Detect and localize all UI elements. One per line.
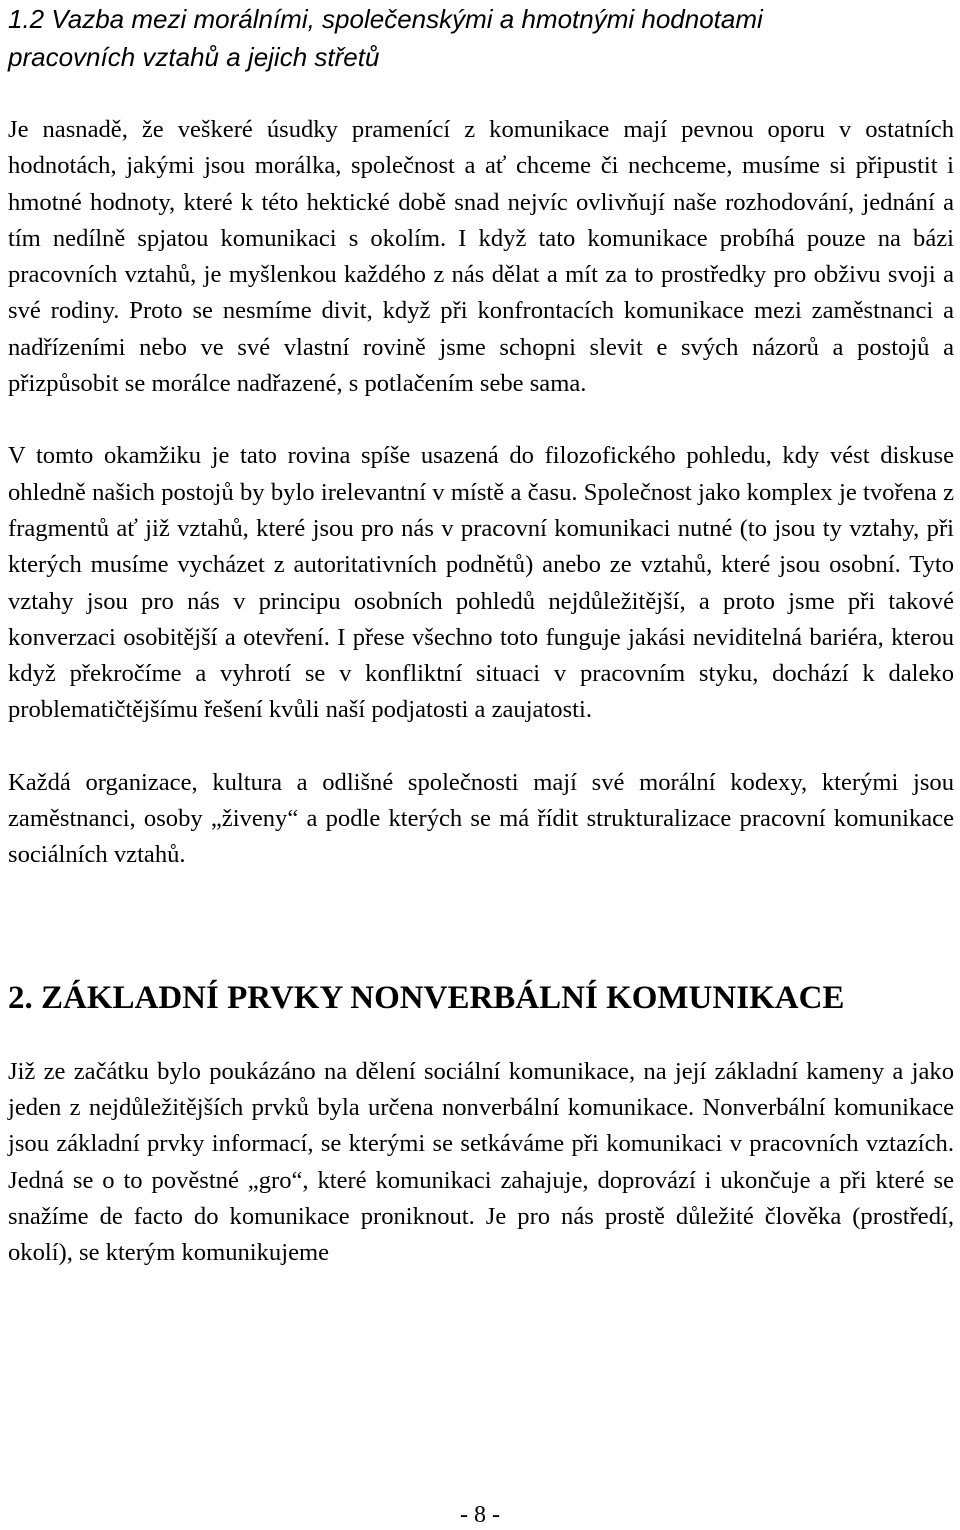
paragraph-moral-codes: Každá organizace, kultura a odlišné společnosti mají své morální kodexy, kterými jsou zaměstnanci, osoby „živeny“ a podle kterých se má řídit strukturalizace pracovní komunikace sociálních vztahů.	[8, 768, 954, 869]
section-title-line-1: 1.2 Vazba mezi morálními, společenskými a hmotnými hodnotami	[8, 4, 763, 34]
section-title-line-2: pracovních vztahů a jejich střetů	[8, 42, 380, 72]
paragraph-philosophical-view: V tomto okamžiku je tato rovina spíše usazená do filozofického pohledu, kdy vést diskuse ohledně našich postojů by bylo irelevantní v místě a času. Společnost jako komplex je tvořena z fragmentů ať již vztahů, které jsou pro nás v pracovní komunikaci nutné (to jsou ty vztahy, při kterých musíme vycházet z autoritativních podnětů) anebo ze vztahů, které jsou osobní. Tyto vztahy jsou pro nás v principu osobních pohledů nejdůležitější, a proto jsme při takové konverzaci osobitější a otevření. I přese všechno toto funguje jakási neviditelná bariéra, kterou když překročíme a vyhrotí se v konfliktní situaci v pracovním styku, dochází k daleko problematičtějšímu řešení kvůli naší podjatosti a zaujatosti.	[8, 442, 954, 724]
paragraph-moral-values: Je nasnadě, že veškeré úsudky pramenící z komunikace mají pevnou oporu v ostatních hodnotách, jakými jsou morálka, společnost a ať chceme či nechceme, musíme si připustit i hmotné hodnoty, které k této hektické době snad nejvíc ovlivňují naše rozhodování, jednání a tím nedílně spjatou komunikaci s okolím. I když tato komunikace probíhá pouze na bázi pracovních vztahů, je myšlenkou každého z nás dělat a mít za to prostředky pro obživu svoji a své rodiny. Proto se nesmíme divit, když při konfrontacích komunikace mezi zaměstnanci a nadřízeními nebo ve své vlastní rovině jsme schopni slevit e svých názorů a postojů a přizpůsobit se morálce nadřazené, s potlačením sebe sama.	[8, 116, 954, 398]
chapter-title: 2. ZÁKLADNÍ PRVKY NONVERBÁLNÍ KOMUNIKACE	[8, 979, 845, 1016]
page-number: - 8 -	[460, 1502, 500, 1528]
section-title	[8, 0, 954, 76]
document-page	[8, 0, 954, 1271]
paragraph-nonverbal-intro: Již ze začátku bylo poukázáno na dělení sociální komunikace, na její základní kameny a jako jeden z nejdůležitějších prvků byla určena nonverbální komunikace. Nonverbální komunikace jsou základní prvky informací, se kterými se setkáváme při komunikaci v pracovních vztazích. Jedná se o to pověstné „gro“, které komunikaci zahajuje, doprovází i ukončuje a při které se snažíme de facto do komunikace proniknout. Je pro nás prostě důležité člověka (prostředí, okolí), se kterým komunikujeme	[8, 1057, 954, 1267]
